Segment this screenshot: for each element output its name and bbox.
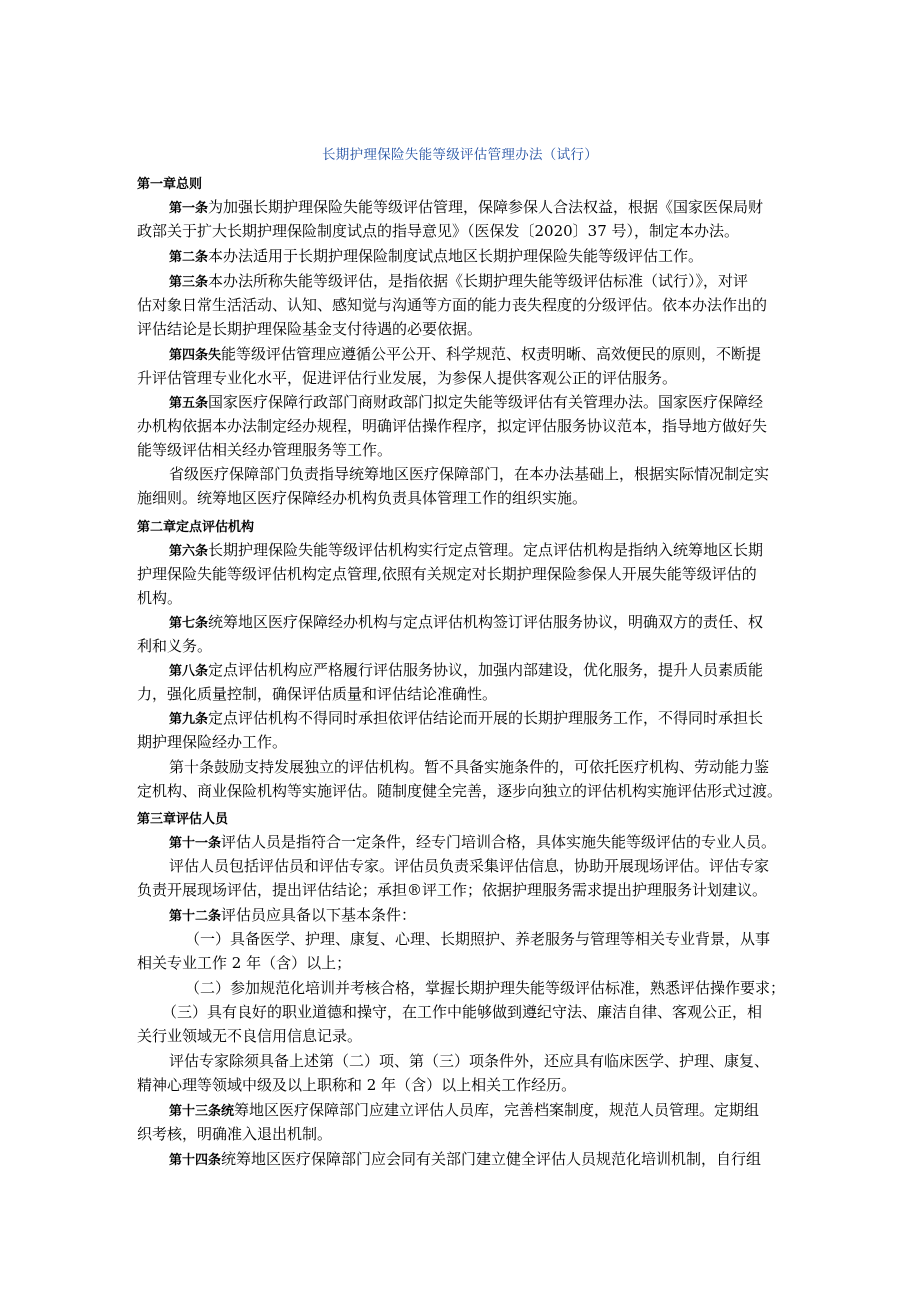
article-label: 第十三条统 — [169, 1104, 235, 1119]
chapter-heading-1: 第一章总则 — [137, 177, 203, 192]
condition-2-line-1: （二）参加规范化培训并考核合格，掌握长期护理失能等级评估标准，熟悉评估操作要求； — [185, 979, 786, 997]
article-label: 第六条 — [169, 544, 209, 559]
chapter-heading-2: 第二章定点评估机构 — [137, 520, 255, 535]
article-label: 第八条 — [169, 664, 209, 679]
line-text: 国家医疗保障行政部门商财政部门拟定失能等级评估有关管理办法。国家医疗保障经 — [208, 393, 764, 411]
condition-3-line-2: 关行业领域无不良信用信息记录。 — [137, 1027, 363, 1045]
article-label: 第二条 — [169, 250, 209, 265]
line-text: 本办法适用于长期护理保险制度试点地区长期护理保险失能等级评估工作。 — [208, 247, 704, 265]
article-label: 第十二条 — [169, 909, 222, 924]
article-7-line-1 — [169, 611, 763, 632]
article-5-line-2: 办机构依据本办法制定经办规程，明确评估操作程序，拟定评估服务协议范本，指导地方做好失 — [137, 417, 768, 435]
article-8-line-2: 力，强化质量控制，确保评估质量和评估结论准确性。 — [137, 685, 498, 703]
line-text: 定点评估机构不得同时承担依评估结论而开展的长期护理服务工作，不得同时承担长 — [208, 709, 764, 727]
article-5-line-1 — [169, 391, 763, 412]
line-text: 定点评估机构应严格履行评估服务协议，加强内部建设，优化服务，提升人员素质能 — [208, 661, 764, 679]
article-label: 第十一条 — [169, 836, 222, 851]
paragraph-expert-line-2: 精神心理等领域中级及以上职称和 2 年（含）以上相关工作经历。 — [137, 1076, 577, 1094]
paragraph-provincial-line-2: 施细则。统筹地区医疗保障经办机构负责具体管理工作的组织实施。 — [137, 489, 588, 507]
article-3-line-1 — [169, 270, 748, 291]
article-label: 第一条 — [169, 201, 209, 216]
article-11-line-1 — [169, 831, 776, 852]
article-10-line-1: 第十条鼓励支持发展独立的评估机构。暂不具备实施条件的，可依托医疗机构、劳动能力鉴 — [169, 758, 770, 776]
article-9-line-1 — [169, 707, 763, 728]
document-title: 长期护理保险失能等级评估管理办法（试行） — [322, 147, 598, 163]
article-label: 第九条 — [169, 712, 209, 727]
paragraph-expert-line-1: 评估专家除须具备上述第（二）项、第（三）项条件外，还应具有临床医学、护理、康复、 — [169, 1052, 770, 1070]
article-4-line-2: 升评估管理专业化水平，促进评估行业发展，为参保人提供客观公正的评估服务。 — [137, 369, 678, 387]
paragraph-provincial-line-1: 省级医疗保障部门负责指导统筹地区医疗保障部门，在本办法基础上，根据实际情况制定实 — [169, 465, 770, 483]
article-label: 第五条 — [169, 396, 209, 411]
condition-1-line-1: （一）具备医学、护理、康复、心理、长期照护、养老服务与管理等相关专业背景，从事 — [185, 930, 771, 948]
article-13-line-2: 织考核，明确准入退出机制。 — [137, 1125, 333, 1143]
line-text: 能等级评估管理应遵循公平公开、科学规范、权责明晰、高效便民的原则，不断提 — [221, 345, 762, 363]
line-text: 统筹地区医疗保障经办机构与定点评估机构签订评估服务协议，明确双方的责任、权 — [208, 613, 764, 631]
article-8-line-1 — [169, 659, 763, 680]
article-label: 第十四条 — [169, 1153, 222, 1168]
article-1-line-1 — [169, 196, 763, 217]
article-label: 第三条 — [169, 275, 209, 290]
line-text: 筹地区医疗保障部门应建立评估人员库，完善档案制度，规范人员管理。定期组 — [234, 1101, 760, 1119]
article-7-line-2: 利和义务。 — [137, 637, 213, 655]
paragraph-personnel-line-2: 负责开展现场评估，提出评估结论；承担®评工作；依据护理服务需求提出护理服务计划建议。 — [137, 881, 768, 899]
article-4-line-1 — [169, 343, 761, 364]
article-3-line-3: 评估结论是长期护理保险基金支付待遇的必要依据。 — [137, 320, 483, 338]
line-text: 长期护理保险失能等级评估机构实行定点管理。定点评估机构是指纳入统筹地区长期 — [208, 541, 764, 559]
paragraph-personnel-line-1: 评估人员包括评估员和评估专家。评估员负责采集评估信息，协助开展现场评估。评估专家 — [169, 857, 770, 875]
line-text: 评估人员是指符合一定条件，经专门培训合格，具体实施失能等级评估的专业人员。 — [221, 833, 777, 851]
article-6-line-2: 护理保险失能等级评估机构定点管理,依照有关规定对长期护理保险参保人开展失能等级评估的 — [137, 565, 757, 583]
line-text: 本办法所称失能等级评估，是指依据《长期护理失能等级评估标准（试行）》，对评 — [208, 272, 749, 290]
article-label: 第四条失 — [169, 348, 222, 363]
article-14-line-1 — [169, 1148, 761, 1169]
article-12-line-1 — [169, 904, 416, 925]
article-6-line-3: 机构。 — [137, 589, 183, 607]
condition-3-line-1: （三）具有良好的职业道德和操守，在工作中能够做到遵纪守法、廉洁自律、客观公正，相 — [162, 1003, 763, 1021]
article-6-line-1 — [169, 539, 763, 560]
chapter-heading-3: 第三章评估人员 — [137, 812, 229, 827]
condition-1-line-2: 相关专业工作 2 年（含）以上； — [137, 954, 352, 972]
article-1-line-2: 政部关于扩大长期护理保险制度试点的指导意见》（医保发〔2020〕37 号），制定本办法。 — [137, 222, 740, 240]
article-5-line-3: 能等级评估相关经办管理服务等工作。 — [137, 441, 393, 459]
article-3-line-2: 估对象日常生活活动、认知、感知觉与沟通等方面的能力丧失程度的分级评估。依本办法作出的 — [137, 296, 768, 314]
line-text: 为加强长期护理保险失能等级评估管理，保障参保人合法权益，根据《国家医保局财 — [208, 198, 764, 216]
article-label: 第七条 — [169, 616, 209, 631]
line-text: 评估员应具备以下基本条件： — [221, 906, 417, 924]
article-13-line-1 — [169, 1099, 759, 1120]
article-9-line-2: 期护理保险经办工作。 — [137, 733, 288, 751]
article-2-line-1 — [169, 245, 703, 266]
article-10-line-2: 定机构、商业保险机构等实施评估。随制度健全完善，逐步向独立的评估机构实施评估形式过渡。 — [137, 782, 783, 800]
line-text: 统筹地区医疗保障部门应会同有关部门建立健全评估人员规范化培训机制，自行组 — [221, 1150, 762, 1168]
